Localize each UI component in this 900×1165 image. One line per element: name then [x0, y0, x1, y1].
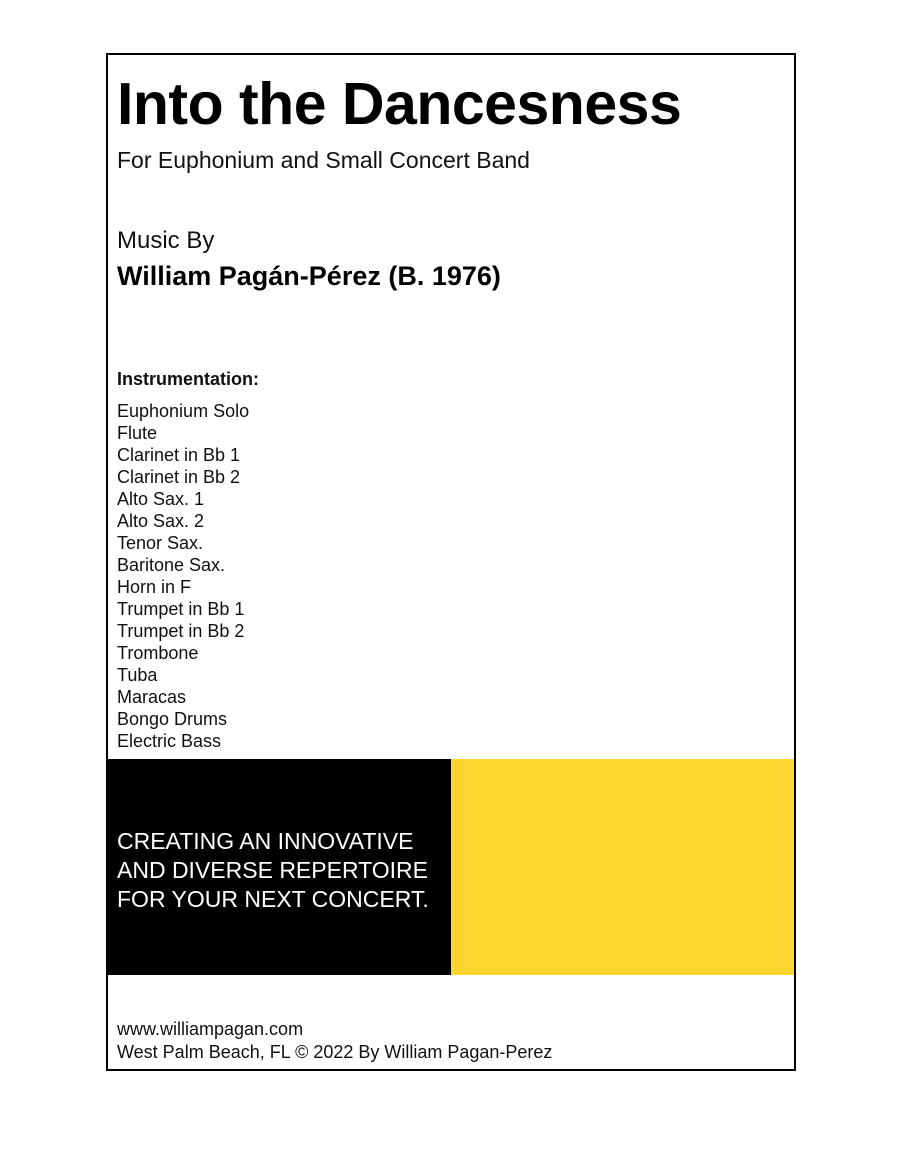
instrument-item: Trombone — [117, 643, 199, 663]
instrument-item: Tenor Sax. — [117, 533, 204, 553]
instrument-item: Trumpet in Bb 1 — [117, 599, 245, 619]
copyright-line: West Palm Beach, FL © 2022 By William Pagan-Perez — [117, 1042, 553, 1062]
website-url: www.williampagan.com — [117, 1019, 304, 1039]
slogan-text — [117, 827, 429, 914]
cover-page-frame — [106, 53, 796, 1071]
instrument-item: Flute — [117, 423, 158, 443]
music-by-label: Music By — [117, 227, 215, 254]
instrument-item: Horn in F — [117, 577, 192, 597]
instrument-item: Baritone Sax. — [117, 555, 226, 575]
slogan-line: FOR YOUR NEXT CONCERT. — [117, 886, 429, 912]
page-subtitle: For Euphonium and Small Concert Band — [117, 147, 530, 173]
instrument-item: Clarinet in Bb 1 — [117, 445, 241, 465]
instrument-item: Bongo Drums — [117, 709, 228, 729]
slogan-line: AND DIVERSE REPERTOIRE — [117, 857, 429, 883]
composer-name: William Pagán-Pérez (B. 1976) — [117, 261, 501, 291]
instrument-item: Electric Bass — [117, 731, 222, 751]
instrument-item: Euphonium Solo — [117, 401, 250, 421]
instrument-item: Clarinet in Bb 2 — [117, 467, 241, 487]
slogan-banner-black — [108, 759, 451, 975]
instrumentation-heading: Instrumentation: — [117, 369, 259, 389]
page-title: Into the Dancesness — [117, 71, 682, 137]
slogan-line: CREATING AN INNOVATIVE — [117, 828, 414, 854]
instrument-item: Maracas — [117, 687, 187, 707]
instrument-item: Trumpet in Bb 2 — [117, 621, 245, 641]
instrument-item: Alto Sax. 2 — [117, 511, 205, 531]
accent-block-yellow — [451, 759, 794, 975]
instrumentation-list — [117, 400, 249, 752]
instrument-item: Tuba — [117, 665, 158, 685]
instrument-item: Alto Sax. 1 — [117, 489, 205, 509]
